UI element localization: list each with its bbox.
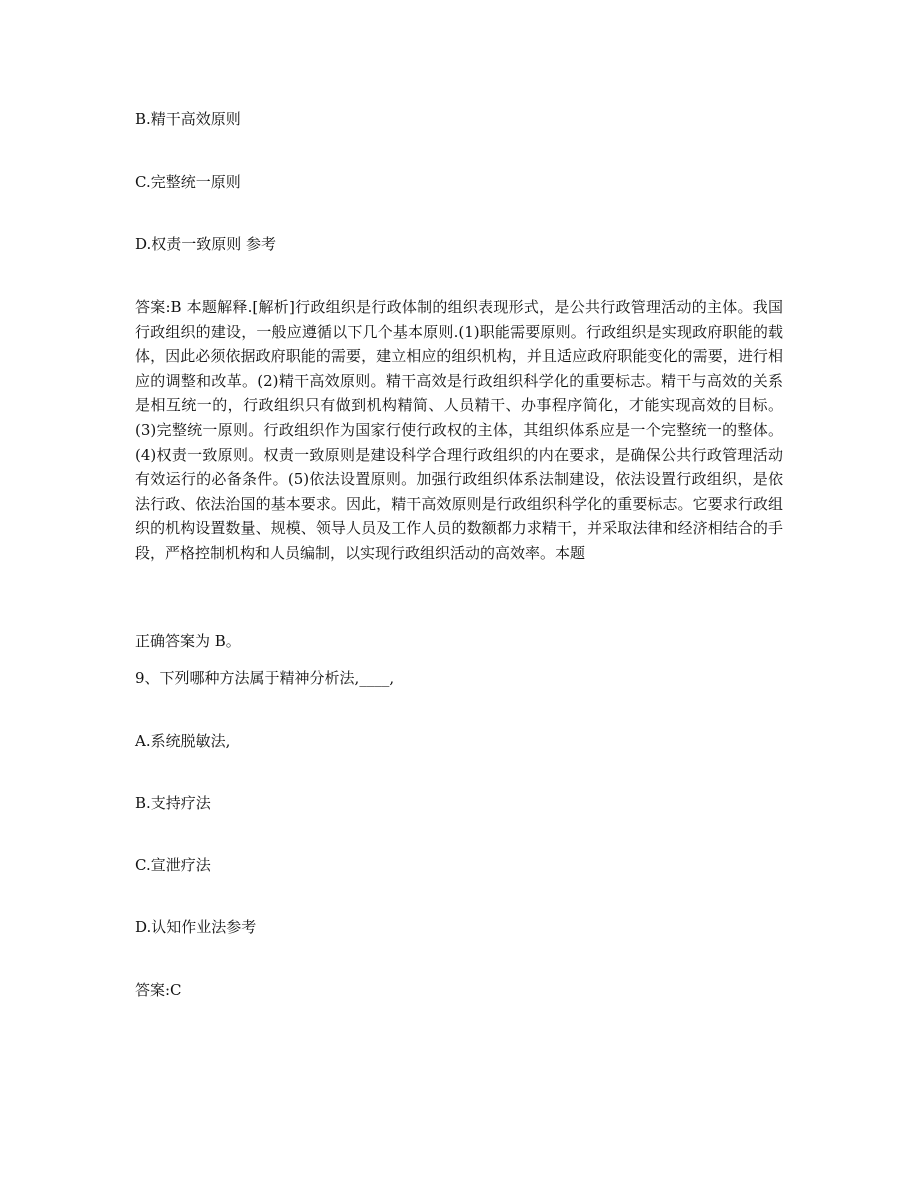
q8-option-b: B.精干高效原则 xyxy=(135,110,241,128)
q9-answer: 答案:C xyxy=(135,981,182,999)
q8-explanation: 答案:B 本题解释.[解析]行政组织是行政体制的组织表现形式，是公共行政管理活动的主体。我国行政组织的建设，一般应遵循以下几个基本原则.(1)职能需要原则。行政组织是实现政府职能的载体，因此必须依据政府职能的需要，建立相应的组织机构，并且适应政府职能变化的需要，进行相应的调整和改革。(2)精干高效原则。精干高效是行政组织科学化的重要标志。精干与高效的关系是相互统一的，行政组织只有做到机构精简、人员精干、办事程序简化，才能实现高效的目标。(3)完整统一原则。行政组织作为国家行使行政权的主体，其组织体系应是一个完整统一的整体。(4)权责一致原则。权责一致原则是建设科学合理行政组织的内在要求，是确保公共行政管理活动有效运行的必备条件。(5)依法设置原则。加强行政组织体系法制建设，依法设置行政组织，是依法行政、依法治国的基本要求。因此，精干高效原则是行政组织科学化的重要标志。它要求行政组织的机构设置数量、规模、领导人员及工作人员的数额都力求精干，并采取法律和经济相结合的手段，严格控制机构和人员编制，以实现行政组织活动的高效率。本题 xyxy=(135,298,783,562)
q9-question: 9、下列哪种方法属于精神分析法,____, xyxy=(135,669,395,687)
q9-option-d: D.认知作业法参考 xyxy=(135,918,257,936)
q9-option-a: A.系统脱敏法, xyxy=(135,732,231,750)
q9-option-c: C.宣泄疗法 xyxy=(135,856,211,874)
q8-option-d: D.权责一致原则 参考 xyxy=(135,235,277,253)
q9-option-b: B.支持疗法 xyxy=(135,794,211,812)
q8-option-c: C.完整统一原则 xyxy=(135,173,241,191)
q8-correct-answer: 正确答案为 B。 xyxy=(135,632,241,650)
